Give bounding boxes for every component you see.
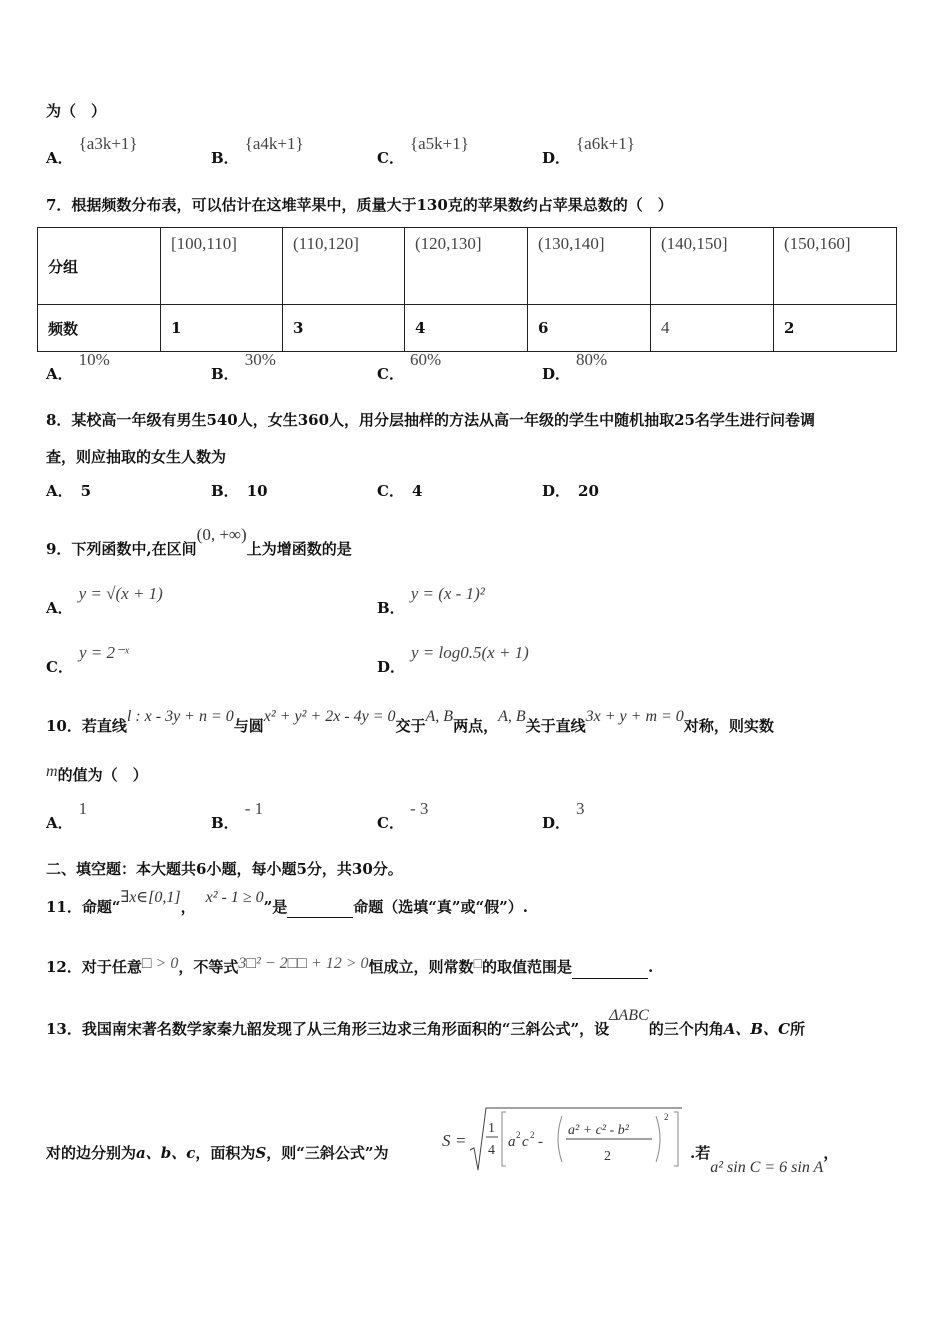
q11-exists: ∃x∈[0,1] bbox=[120, 889, 181, 906]
option-label: B． bbox=[211, 814, 239, 832]
q7-option-d[interactable] bbox=[542, 350, 608, 384]
q7-option-a[interactable] bbox=[46, 350, 110, 384]
svg-text:S: S bbox=[442, 1131, 451, 1150]
q10-line-eq: l : x - 3y + n = 0 bbox=[126, 708, 234, 725]
svg-text:a: a bbox=[508, 1134, 516, 1150]
option-label: A． bbox=[46, 365, 73, 383]
q13-angles: A、B、C bbox=[723, 1020, 791, 1038]
q11-text: ， bbox=[180, 898, 196, 916]
q9-stem-pre: 9．下列函数中,在区间 bbox=[46, 540, 197, 558]
q10-circle-eq: x² + y² + 2x - 4y = 0 bbox=[263, 708, 396, 725]
q10-text: 与圆 bbox=[233, 717, 264, 735]
option-label: B． bbox=[377, 599, 405, 617]
option-label: C． bbox=[377, 365, 404, 383]
q10-text: 10．若直线 bbox=[46, 717, 127, 735]
svg-text:-: - bbox=[538, 1134, 543, 1150]
q9-stem bbox=[46, 525, 352, 559]
q7-stem: 7．根据频数分布表，可以估计在这堆苹果中，质量大于130克的苹果数约占苹果总数的（ ） bbox=[46, 196, 673, 214]
q9-option-d[interactable] bbox=[377, 643, 529, 677]
table-cell: 2 bbox=[773, 305, 896, 352]
option-label: C． bbox=[377, 814, 404, 832]
q11-text: 11．命题“ bbox=[46, 898, 121, 916]
option-value: 80% bbox=[576, 350, 608, 369]
svg-text:2: 2 bbox=[664, 1112, 669, 1122]
option-label: C． bbox=[377, 149, 404, 167]
q8-option-d[interactable] bbox=[542, 481, 599, 501]
svg-text:1: 1 bbox=[488, 1121, 495, 1136]
formula-graphic bbox=[440, 1104, 690, 1174]
option-label: A． bbox=[46, 599, 73, 617]
q9-option-b[interactable] bbox=[377, 584, 485, 618]
q13-text: .若 bbox=[690, 1144, 711, 1162]
q13-condition: a² sin C = 6 sin A bbox=[710, 1159, 824, 1176]
option-value: 20 bbox=[578, 482, 599, 500]
q11-text: 命题（选填“真”或“假”）. bbox=[353, 898, 529, 916]
q10-text: 对称，则实数 bbox=[683, 717, 774, 735]
q12-inequality: 3□² − 2□□ + 12 > 0 bbox=[238, 955, 369, 972]
option-value: 10% bbox=[78, 350, 110, 369]
q10-text: 交于 bbox=[395, 717, 426, 735]
q11-text: ”是 bbox=[263, 898, 288, 916]
q12-text: 12．对于任意 bbox=[46, 958, 142, 976]
q6-option-c[interactable] bbox=[377, 134, 469, 168]
section-heading: 二、填空题：本大题共6小题，每小题5分，共30分。 bbox=[46, 860, 403, 878]
option-label: B． bbox=[211, 482, 239, 500]
option-label: D． bbox=[542, 149, 571, 167]
q8-stem-line1: 8．某校高一年级有男生540人，女生360人，用分层抽样的方法从高一年级的学生中随机抽取25名学生进行问卷调 bbox=[46, 411, 815, 429]
option-value: 3 bbox=[576, 799, 585, 818]
option-value: 60% bbox=[409, 350, 442, 369]
q13-stem-line2b bbox=[690, 1143, 839, 1176]
q8-option-b[interactable] bbox=[211, 481, 268, 501]
option-label: D． bbox=[377, 658, 406, 676]
q13-text: ， bbox=[823, 1144, 839, 1162]
q13-area-var: S bbox=[255, 1144, 267, 1162]
svg-text:a² + c² - b²: a² + c² - b² bbox=[568, 1123, 629, 1138]
svg-text:2: 2 bbox=[604, 1149, 611, 1164]
option-label: A． bbox=[46, 814, 73, 832]
q12-text: . bbox=[648, 958, 654, 976]
q10-var: m bbox=[46, 763, 58, 780]
q9-interval: (0, +∞) bbox=[196, 525, 247, 544]
option-value: 30% bbox=[244, 350, 276, 369]
table-row-header: 频数 bbox=[38, 305, 161, 352]
table-cell: 1 bbox=[161, 305, 283, 352]
q12-var: □ bbox=[473, 957, 483, 972]
option-label: D． bbox=[542, 814, 571, 832]
option-label: A． bbox=[46, 149, 73, 167]
q9-option-a[interactable] bbox=[46, 584, 163, 618]
option-value: 1 bbox=[78, 799, 88, 818]
q8-option-c[interactable] bbox=[377, 481, 422, 501]
q13-text: 对的边分别为 bbox=[46, 1144, 137, 1162]
table-row-header: 分组 bbox=[38, 228, 161, 305]
option-label: D． bbox=[542, 365, 571, 383]
q12-condition: □ > 0 bbox=[141, 955, 179, 972]
q7-option-c[interactable] bbox=[377, 350, 442, 384]
q13-text: 所 bbox=[790, 1020, 806, 1038]
q11-answer-blank[interactable] bbox=[287, 917, 353, 918]
table-cell: 4 bbox=[405, 305, 528, 352]
option-value: {a6k+1} bbox=[576, 134, 635, 153]
frequency-table bbox=[37, 227, 897, 352]
option-value: {a3k+1} bbox=[78, 134, 138, 153]
q10-points: A, B bbox=[498, 708, 526, 725]
q10-option-d[interactable] bbox=[542, 799, 585, 833]
q10-text: 的值为（ ） bbox=[57, 766, 148, 784]
table-cell: [100,110] bbox=[161, 228, 283, 305]
option-value: 4 bbox=[411, 482, 423, 500]
option-label: C． bbox=[46, 658, 73, 676]
q6-tail: 为（ ） bbox=[46, 102, 107, 120]
q9-option-c[interactable] bbox=[46, 643, 129, 677]
q6-option-b[interactable] bbox=[211, 134, 304, 168]
q9-stem-post: 上为增函数的是 bbox=[246, 540, 352, 558]
q12-text: 的取值范围是 bbox=[482, 958, 573, 976]
q13-stem-line1 bbox=[46, 1007, 806, 1040]
q13-text: ，面积为 bbox=[195, 1144, 256, 1162]
table-cell: 3 bbox=[283, 305, 405, 352]
q13-text: ，则“三斜公式”为 bbox=[266, 1144, 389, 1162]
q10-text: 关于直线 bbox=[525, 717, 586, 735]
option-label: C． bbox=[377, 482, 404, 500]
table-cell: (120,130] bbox=[405, 228, 528, 305]
q10-option-b[interactable] bbox=[211, 799, 264, 833]
svg-text:=: = bbox=[456, 1131, 466, 1150]
q11-stem bbox=[46, 889, 529, 918]
option-value: y = 2⁻ˣ bbox=[78, 643, 129, 662]
svg-text:c: c bbox=[522, 1134, 529, 1150]
option-value: {a4k+1} bbox=[244, 134, 304, 153]
q10-option-c[interactable] bbox=[377, 799, 429, 833]
option-value: 10 bbox=[246, 482, 268, 500]
table-cell: (150,160] bbox=[773, 228, 896, 305]
q12-text: ，不等式 bbox=[178, 958, 239, 976]
table-cell: (130,140] bbox=[527, 228, 650, 305]
q13-text: 13．我国南宋著名数学家秦九韶发现了从三角形三边求三角形面积的“三斜公式”，设 bbox=[46, 1020, 610, 1038]
san-xie-formula bbox=[440, 1104, 690, 1174]
q13-text: 的三个内角 bbox=[648, 1020, 724, 1038]
option-label: B． bbox=[211, 365, 239, 383]
svg-text:2: 2 bbox=[530, 1130, 535, 1140]
q10-text: 两点， bbox=[453, 717, 499, 735]
svg-text:4: 4 bbox=[488, 1143, 495, 1158]
option-value: y = √(x + 1) bbox=[78, 584, 163, 603]
q12-answer-blank[interactable] bbox=[572, 978, 648, 979]
q8-option-a[interactable] bbox=[46, 481, 91, 501]
option-value: y = log0.5(x + 1) bbox=[411, 643, 529, 662]
option-value: 5 bbox=[80, 482, 92, 500]
option-label: B． bbox=[211, 149, 239, 167]
q13-stem-line2 bbox=[46, 1143, 388, 1163]
q10-stem-line2 bbox=[46, 765, 148, 786]
table-cell: 4 bbox=[650, 305, 773, 352]
q10-points: A, B bbox=[425, 708, 454, 725]
q7-option-b[interactable] bbox=[211, 350, 276, 384]
option-label: A． bbox=[46, 482, 73, 500]
table-cell: 6 bbox=[527, 305, 650, 352]
q10-option-a[interactable] bbox=[46, 799, 88, 833]
svg-text:2: 2 bbox=[516, 1130, 521, 1140]
table-cell: (110,120] bbox=[283, 228, 405, 305]
option-label: D． bbox=[542, 482, 571, 500]
q6-option-a[interactable] bbox=[46, 134, 138, 168]
q12-stem bbox=[46, 957, 653, 979]
q13-triangle: ΔABC bbox=[609, 1007, 649, 1024]
q10-line2-eq: 3x + y + m = 0 bbox=[585, 708, 684, 725]
q13-sides: a、b、c bbox=[136, 1144, 196, 1162]
option-value: - 3 bbox=[409, 799, 429, 818]
q6-option-d[interactable] bbox=[542, 134, 635, 168]
q11-inequality: x² - 1 ≥ 0 bbox=[205, 889, 264, 906]
q12-text: 恒成立，则常数 bbox=[368, 958, 474, 976]
option-value: y = (x - 1)² bbox=[410, 584, 485, 603]
q10-stem-line1 bbox=[46, 708, 774, 737]
option-value: {a5k+1} bbox=[409, 134, 469, 153]
option-value: - 1 bbox=[244, 799, 264, 818]
q8-stem-line2: 查，则应抽取的女生人数为 bbox=[46, 448, 227, 466]
table-cell: (140,150] bbox=[650, 228, 773, 305]
